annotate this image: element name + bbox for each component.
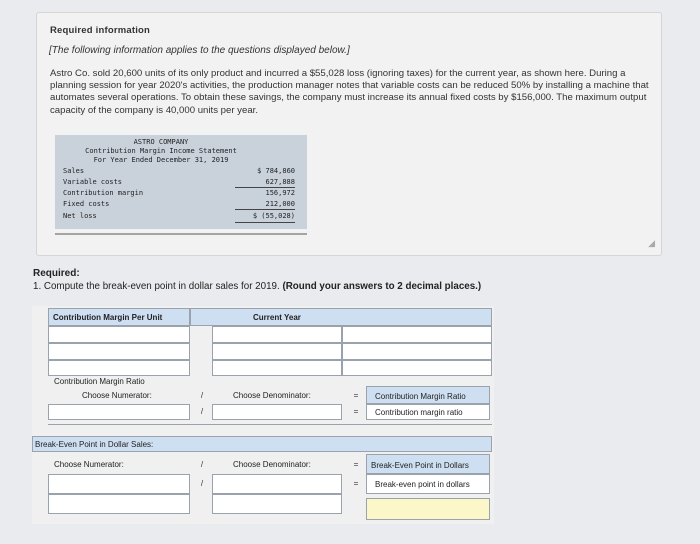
statement-double-underline <box>235 222 295 223</box>
table1-row1-label-input[interactable] <box>48 326 190 343</box>
statement-row-value: 156,972 <box>265 189 295 197</box>
info-box <box>36 12 662 256</box>
table2-result-header-label: Contribution Margin Ratio <box>375 392 466 401</box>
table2-slash: / <box>200 391 204 400</box>
table1-col1-header-label: Contribution Margin Per Unit <box>53 313 163 322</box>
table3-title-bar <box>32 436 492 452</box>
table1-row2-value-input[interactable] <box>212 343 342 360</box>
resize-grip-icon[interactable]: ◢ <box>648 238 655 248</box>
table2-denominator-label: Choose Denominator: <box>233 391 311 400</box>
statement-row-label: Net loss <box>63 212 97 220</box>
table1-row1-value-input[interactable] <box>212 326 342 343</box>
statement-company: ASTRO COMPANY <box>133 138 189 146</box>
statement-row-label: Fixed costs <box>63 200 110 208</box>
table3-result-header-label: Break-Even Point in Dollars <box>371 461 469 470</box>
table3-slash: / <box>200 479 204 488</box>
statement-divider <box>55 233 307 235</box>
table3-result-header <box>366 454 490 474</box>
table1-row3-extra-cell <box>342 360 492 376</box>
table2-result-cell <box>366 404 490 420</box>
table2-numerator-input[interactable] <box>48 404 190 420</box>
table3-equals: = <box>353 460 359 469</box>
table3-slash: / <box>200 460 204 469</box>
statement-row-label: Variable costs <box>63 178 123 186</box>
table3-numerator-input[interactable] <box>48 474 190 494</box>
table2-slash: / <box>200 407 204 416</box>
table1-row3-value-input[interactable] <box>212 360 342 376</box>
table3-numerator-label: Choose Numerator: <box>54 460 124 469</box>
statement-row-value: 627,888 <box>265 178 295 186</box>
table2-divider <box>48 424 492 425</box>
table3-result-value: Break-even point in dollars <box>375 480 470 489</box>
table2-denominator-input[interactable] <box>212 404 342 420</box>
table1-row2-label-input[interactable] <box>48 343 190 360</box>
statement-row-label: Contribution margin <box>63 189 144 197</box>
table3-row2-input[interactable] <box>48 494 190 514</box>
question-plain: 1. Compute the break-even point in dollar sales for 2019. <box>33 281 280 292</box>
table3-equals: = <box>353 479 359 488</box>
statement-row-value: $ (55,028) <box>252 212 295 220</box>
statement-row-label: Sales <box>63 167 85 175</box>
question-bold: (Round your answers to 2 decimal places.) <box>282 281 482 292</box>
answer-panel <box>32 306 494 524</box>
table3-highlight-cell <box>366 498 490 520</box>
statement-title: Contribution Margin Income Statement <box>85 147 237 155</box>
table2-result-header <box>366 386 490 404</box>
table3-denominator-input[interactable] <box>212 474 342 494</box>
table1-row2-extra-cell <box>342 343 492 360</box>
table1-col2-header-label: Current Year <box>253 313 301 322</box>
question-text <box>33 281 481 292</box>
table2-equals: = <box>353 407 359 416</box>
table1-row3-label-input[interactable] <box>48 360 190 376</box>
info-intro: [The following information applies to the questions displayed below.] <box>49 45 350 56</box>
table2-title: Contribution Margin Ratio <box>54 377 145 386</box>
required-label: Required: <box>33 268 80 279</box>
table1-row1-extra-cell <box>342 326 492 343</box>
table2-equals: = <box>353 391 359 400</box>
statement-period: For Year Ended December 31, 2019 <box>93 156 229 164</box>
statement-row-value: 212,000 <box>265 200 295 208</box>
table3-title: Break-Even Point in Dollar Sales: <box>35 440 154 449</box>
statement-row-value: $ 784,860 <box>257 167 295 175</box>
table3-row2-denominator-input[interactable] <box>212 494 342 514</box>
statement-underline <box>235 187 295 188</box>
income-statement <box>55 135 307 229</box>
info-paragraph: Astro Co. sold 20,600 units of its only product and incurred a $55,028 loss (ignoring taxes) for the current year, as shown here. During a planning session for year 2020's activities, the production manager notes that variable costs can be reduced 50% by installing a machine that automates several operations. To obtain these savings, the company must increase its annual fixed costs by $156,000. The maximum output capacity of the company is 40,000 units per year. <box>50 68 649 116</box>
info-title: Required information <box>50 25 151 36</box>
table3-result-cell <box>366 474 490 494</box>
table1-col1-header <box>48 308 190 326</box>
table1-col2-header <box>190 308 492 326</box>
table2-numerator-label: Choose Numerator: <box>82 391 152 400</box>
table2-result-value: Contribution margin ratio <box>375 408 463 417</box>
statement-underline <box>235 209 295 210</box>
table3-denominator-label: Choose Denominator: <box>233 460 311 469</box>
